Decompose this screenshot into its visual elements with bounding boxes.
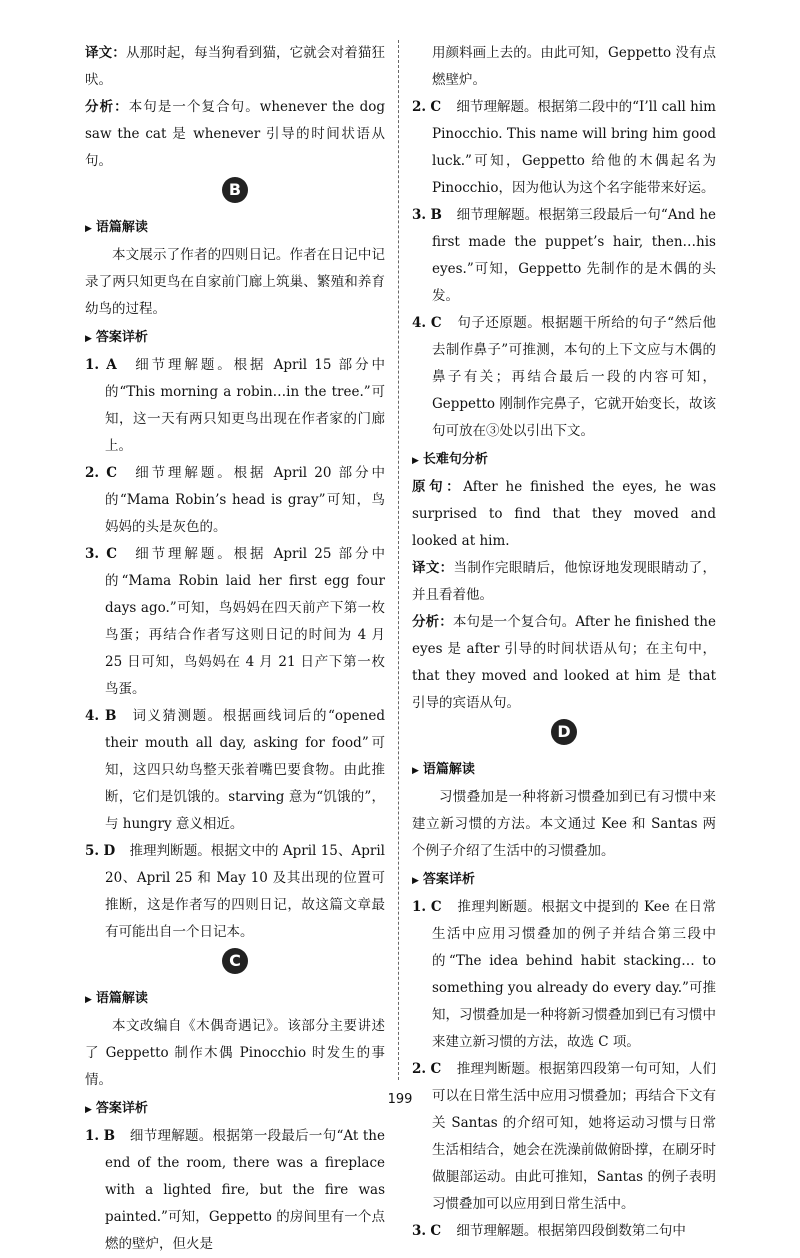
item-text: 句子还原题。根据题干所给的句子“然后他去制作鼻子”可推测，本句的上下文应与木偶的鼻子有关；再结合最后一段的内容可知，Geppetto 刚制作完鼻子，它就开始变长，故该句可放在③处以引出下文。 [432,315,716,439]
item-text: 细节理解题。根据第四段倒数第二句中 [456,1223,686,1239]
d-passage-heading [412,757,716,784]
b-item-1 [85,352,385,460]
c-item-1-continued: 用颜料画上去的。由此可知，Geppetto 没有点燃壁炉。 [432,45,716,88]
item-text: 细节理解题。根据 April 15 部分中的“This morning a robin…in the tree.”可知，这一天有两只知更鸟出现在作者家的门廊上。 [105,357,385,454]
item-text: 细节理解题。根据第三段最后一句“And he first made the puppet’s hair, then…his eyes.”可知，Geppetto 先制作的是木偶的头发。 [432,207,716,304]
item-answer: C [106,465,118,481]
translation-text: 当制作完眼睛后，他惊讶地发现眼睛动了，并且看着他。 [412,560,716,603]
item-number: 2. [412,1061,427,1077]
a-analysis [85,94,385,175]
item-answer: C [430,315,442,331]
item-answer: B [104,708,117,724]
left-column [85,40,385,1258]
c-item-4 [412,310,716,445]
d-answers-heading [412,867,716,894]
heading-label: 答案详析 [95,1101,148,1116]
a-translation [85,40,385,94]
item-number: 5. [85,843,100,859]
d-item-3 [412,1218,716,1245]
page-number: 199 [387,1092,413,1107]
heading-label: 语篇解读 [95,220,148,235]
section-b-badge: B [222,177,248,203]
long-sentence-heading [412,447,716,474]
item-text: 推理判断题。根据文中的 April 15、April 20、April 25 和 May 10 及其出现的位置可推断，这是作者写的四则日记，故这篇文章最有可能出自一个日记本。 [105,843,385,940]
item-number: 1. [85,357,100,373]
triangle-icon: ▶ [412,766,419,776]
item-text: 词义猜测题。根据画线词后的“opened their mouth all day, asking for food”可知，这四只幼鸟整天张着嘴巴要食物。由此推断，它们是饥饿的。starving 意为“饥饿的”，与 hungry 意义相近。 [105,708,385,832]
item-text: 推理判断题。根据文中提到的 Kee 在日常生活中应用习惯叠加的例子并结合第三段中的“The idea behind habit stacking… to something you already do every day.”可推知，习惯叠加是一种将新习惯叠加到已有习惯中来建立新习惯的方法，故选 C 项。 [432,899,716,1050]
heading-label: 答案详析 [95,330,148,345]
triangle-icon: ▶ [85,224,92,234]
section-c-badge: C [222,948,248,974]
d-passage-summary: 习惯叠加是一种将新习惯叠加到已有习惯中来建立新习惯的方法。本文通过 Kee 和 Santas 两个例子介绍了生活中的习惯叠加。 [412,789,716,859]
right-column [412,40,716,1245]
item-answer: C [106,546,118,562]
translation-text: 从那时起，每当狗看到猫，它就会对着猫狂吠。 [85,45,386,88]
heading-label: 语篇解读 [422,762,475,777]
d-item-1 [412,894,716,1056]
b-item-3 [85,541,385,703]
column-divider [398,40,399,1080]
analysis-label: 分析： [412,614,453,630]
translation-label: 译文： [85,45,126,61]
item-number: 1. [412,899,427,915]
item-answer: D [103,843,116,859]
analysis-text: 本句是一个复合句。whenever the dog saw the cat 是 whenever 引导的时间状语从句。 [85,99,385,169]
triangle-icon: ▶ [85,1105,92,1115]
b-item-4 [85,703,385,838]
analysis-text: 本句是一个复合句。After he finished the eyes 是 after 引导的时间状语从句；在主句中，that they moved and looked at him 是 that 引导的宾语从句。 [412,614,716,711]
item-answer: B [103,1128,116,1144]
item-text: 细节理解题。根据第二段中的“I’ll call him Pinocchio. This name will bring him good luck.”可知，Geppetto 给他的木偶起名为 Pinocchio，因为他认为这个名字能带来好运。 [432,99,716,196]
item-number: 4. [412,315,427,331]
item-text: 推理判断题。根据第四段第一句可知，人们可以在日常生活中应用习惯叠加；再结合下文有关 Santas 的介绍可知，她将运动习惯与日常生活相结合，她会在洗澡前做俯卧撑，在刷牙时做腿部运动。由此可推知，Santas 的例子表明习惯叠加可以应用到日常生活中。 [432,1061,717,1212]
c-passage-summary: 本文改编自《木偶奇遇记》。该部分主要讲述了 Geppetto 制作木偶 Pinocchio 时发生的事情。 [85,1018,385,1088]
sentence-translation [412,555,716,609]
item-number: 3. [412,1223,427,1239]
item-answer: C [430,99,442,115]
item-answer: C [430,1223,442,1239]
c-item-1 [85,1123,385,1258]
item-number: 3. [85,546,100,562]
item-number: 1. [85,1128,100,1144]
b-item-5 [85,838,385,946]
triangle-icon: ▶ [85,334,92,344]
b-answers-heading [85,325,385,352]
triangle-icon: ▶ [85,995,92,1005]
b-passage-summary: 本文展示了作者的四则日记。作者在日记中记录了两只知更鸟在自家前门廊上筑巢、繁殖和养育幼鸟的过程。 [85,247,385,317]
original-label: 原句： [412,479,464,495]
section-d-marker [412,717,716,755]
section-b-marker [85,175,385,213]
c-item-2 [412,94,716,202]
section-d-badge: D [551,719,577,745]
translation-label: 译文： [412,560,454,576]
item-number: 2. [412,99,427,115]
original-sentence [412,474,716,555]
item-number: 2. [85,465,100,481]
section-c-marker [85,946,385,984]
c-passage-heading [85,986,385,1013]
d-item-2 [412,1056,716,1218]
heading-label: 长难句分析 [422,452,488,467]
item-text: 细节理解题。根据 April 25 部分中的“Mama Robin laid her first egg four days ago.”可知，鸟妈妈在四天前产下第一枚鸟蛋；再结合作者写这则日记的时间为 4 月 25 日可知，鸟妈妈在 4 月 21 日产下第一枚鸟蛋。 [105,546,385,697]
item-text: 细节理解题。根据第一段最后一句“At the end of the room, there was a fireplace with a lighted fire, but the fire was painted.”可知，Geppetto 的房间里有一个点燃的壁炉，但火是 [105,1128,385,1252]
item-text: 细节理解题。根据 April 20 部分中的“Mama Robin’s head is gray”可知，鸟妈妈的头是灰色的。 [105,465,385,535]
sentence-analysis [412,609,716,717]
b-item-2 [85,460,385,541]
item-number: 4. [85,708,100,724]
heading-label: 答案详析 [422,872,475,887]
b-passage-heading [85,215,385,242]
heading-label: 语篇解读 [95,991,148,1006]
item-answer: C [430,1061,442,1077]
item-answer: C [430,899,442,915]
original-text: After he finished the eyes, he was surprised to find that they moved and looked at him. [412,479,717,549]
triangle-icon: ▶ [412,876,419,886]
c-item-3 [412,202,716,310]
analysis-label: 分析： [85,99,129,115]
item-number: 3. [412,207,427,223]
item-answer: B [430,207,442,223]
item-answer: A [106,357,117,373]
triangle-icon: ▶ [412,456,419,466]
